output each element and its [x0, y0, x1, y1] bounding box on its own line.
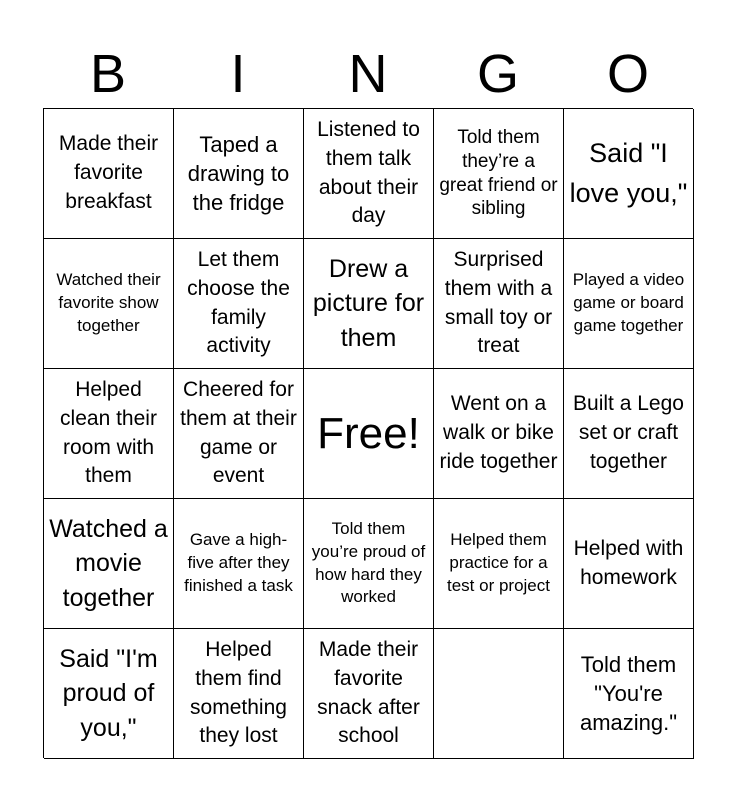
bingo-cell-5-3[interactable]	[304, 629, 434, 759]
bingo-cell-1-5[interactable]	[564, 109, 694, 239]
bingo-cell-2-1[interactable]	[44, 239, 174, 369]
bingo-cell-5-5[interactable]	[564, 629, 694, 759]
cell-text: Listened to them talk about their day	[317, 117, 420, 228]
bingo-cell-1-4[interactable]	[434, 109, 564, 239]
bingo-cell-4-3[interactable]	[304, 499, 434, 629]
bingo-cell-1-1[interactable]	[44, 109, 174, 239]
cell-text: Cheered for them at their game or event	[180, 377, 297, 488]
header-letter-n: N	[348, 44, 388, 104]
bingo-cell-3-1[interactable]	[44, 369, 174, 499]
cell-text: Made their favorite snack after school	[317, 637, 420, 748]
bingo-board	[43, 108, 693, 758]
bingo-header	[43, 40, 693, 108]
bingo-cell-5-4[interactable]	[434, 629, 564, 759]
cell-text: Went on a walk or bike ride together	[439, 392, 558, 473]
bingo-cell-2-5[interactable]	[564, 239, 694, 369]
bingo-cell-5-2[interactable]	[174, 629, 304, 759]
cell-text: Helped clean their room with them	[60, 377, 157, 488]
header-letter-i: I	[230, 44, 246, 104]
header-letter-b: B	[89, 44, 127, 104]
bingo-cell-2-3[interactable]	[304, 239, 434, 369]
cell-text: Watched their favorite show together	[56, 270, 161, 335]
bingo-cell-1-3[interactable]	[304, 109, 434, 239]
bingo-cell-1-2[interactable]	[174, 109, 304, 239]
cell-text: Let them choose the family activity	[187, 247, 290, 358]
bingo-cell-4-2[interactable]	[174, 499, 304, 629]
cell-text: Told them they’re a great friend or sibling	[439, 127, 558, 220]
cell-text: Taped a drawing to the fridge	[187, 131, 290, 216]
cell-text: Helped them find something they lost	[190, 637, 287, 748]
bingo-cell-3-5[interactable]	[564, 369, 694, 499]
cell-text: Played a video game or board game together	[572, 270, 685, 335]
cell-text: Watched a movie together	[49, 514, 168, 612]
cell-text: Helped with homework	[573, 536, 684, 589]
bingo-cell-4-5[interactable]	[564, 499, 694, 629]
bingo-cell-4-4[interactable]	[434, 499, 564, 629]
bingo-cell-5-1[interactable]	[44, 629, 174, 759]
cell-text: Told them "You're amazing."	[579, 651, 678, 736]
header-letter-o: O	[606, 44, 649, 104]
bingo-cell-2-4[interactable]	[434, 239, 564, 369]
cell-text: Told them you’re proud of how hard they worked	[311, 518, 426, 607]
cell-text: Built a Lego set or craft together	[573, 392, 684, 473]
cell-text: Said "I'm proud of you,"	[59, 644, 158, 742]
bingo-cell-3-4[interactable]	[434, 369, 564, 499]
cell-text: Gave a high-five after they finished a task	[184, 530, 293, 595]
cell-text: Drew a picture for them	[312, 254, 425, 352]
bingo-cell-4-1[interactable]	[44, 499, 174, 629]
bingo-cell-3-2[interactable]	[174, 369, 304, 499]
cell-text: Helped them practice for a test or project	[447, 530, 550, 595]
free-space-text: Free!	[317, 408, 420, 458]
bingo-cell-2-2[interactable]	[174, 239, 304, 369]
header-letter-g: G	[476, 44, 519, 104]
cell-text: Surprised them with a small toy or treat	[444, 247, 553, 358]
cell-text: Said "I love you,"	[569, 138, 688, 208]
bingo-cell-free[interactable]	[304, 369, 434, 499]
cell-text: Made their favorite breakfast	[58, 132, 159, 213]
